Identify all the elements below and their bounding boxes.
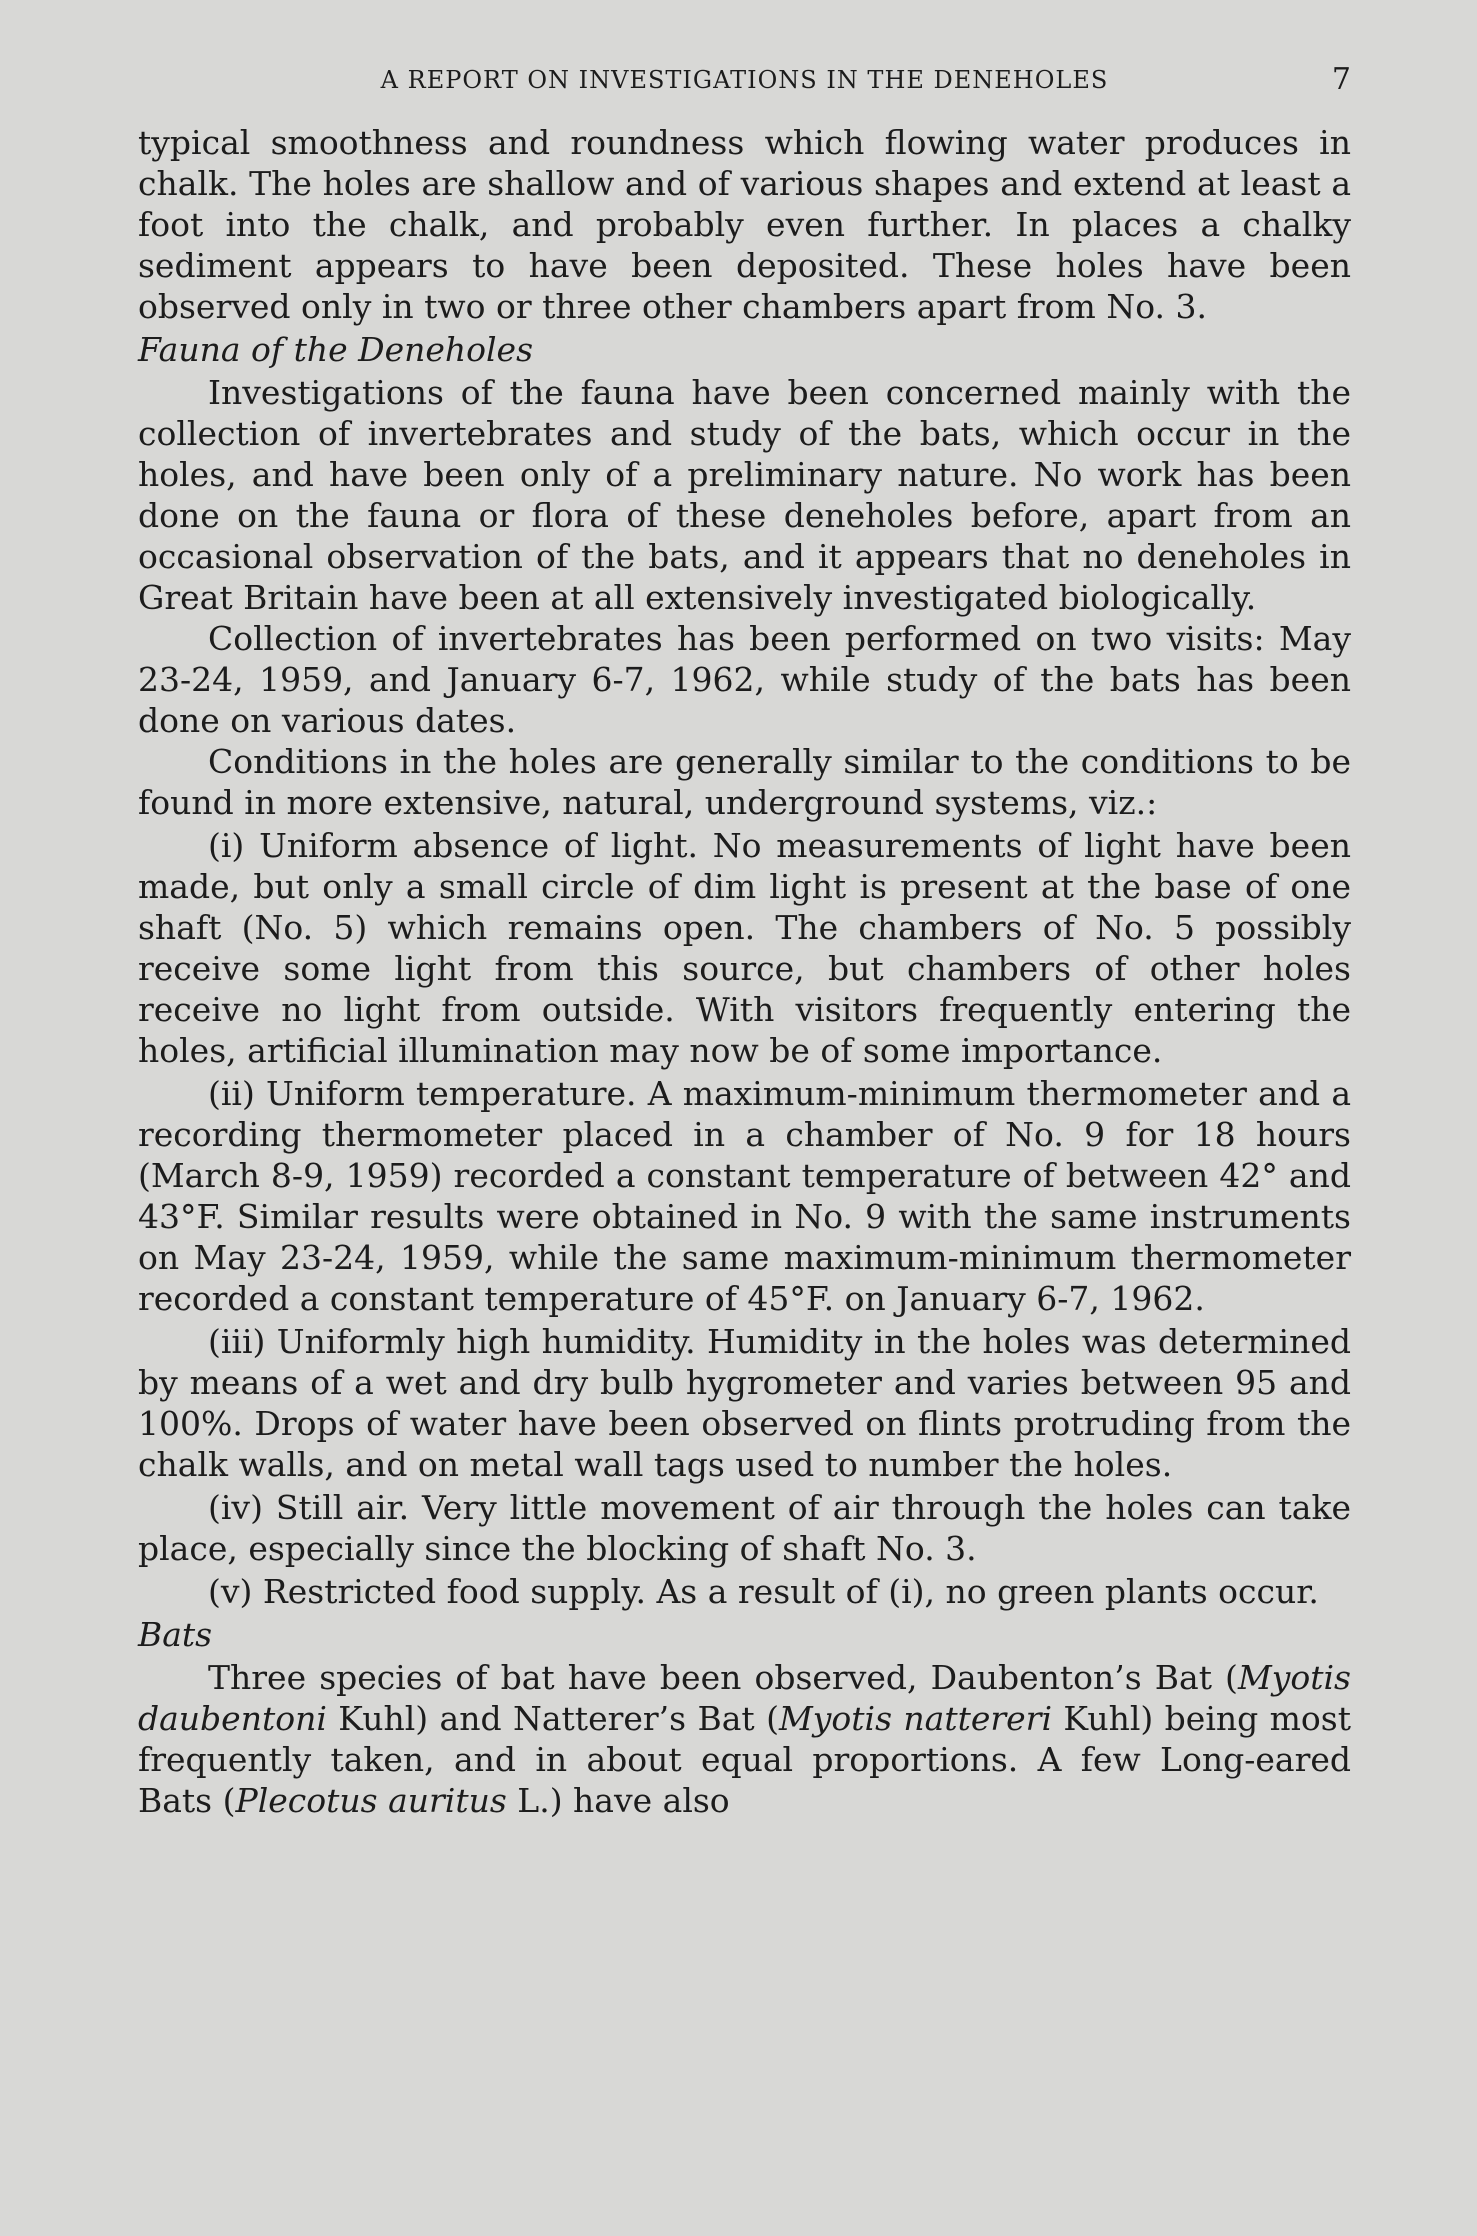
- section-heading-bats: Bats: [138, 1615, 213, 1654]
- species-myotis-nattereri: Myotis nattereri: [778, 1699, 1053, 1738]
- condition-item-v: (v) Restricted food supply. As a result of (i), no green plants occur.: [208, 1572, 1319, 1611]
- species-plecotus-auritus: Plecotus auritus: [235, 1781, 507, 1820]
- running-title: A REPORT ON INVESTIGATIONS IN THE DENEHOLES: [380, 66, 1109, 94]
- bats-text-d: L.) have also: [506, 1781, 730, 1820]
- section-heading-fauna: Fauna of the Deneholes: [138, 330, 534, 369]
- bats-text-c: Kuhl) being most frequently taken, and in about equal proportions. A few Long-eared Bats (: [138, 1699, 1351, 1820]
- intro-paragraph: typical smoothness and roundness which flowing water produces in chalk. The holes are shallow and of various shapes and extend at least a foot into the chalk, and probably even further. In places a chalky sediment appears to have been deposited. These holes have been observed only in two or three other chambers apart from No. 3.: [138, 123, 1351, 326]
- condition-item-ii: (ii) Uniform temperature. A maximum-minimum thermometer and a recording thermometer placed in a chamber of No. 9 for 18 hours (March 8-9, 1959) recorded a constant temperature of between 42° and 43°F. Similar results were obtained in No. 9 with the same instruments on May 23-24, 1959, while the same maximum-minimum thermometer recorded a constant temperature of 45°F. on January 6-7, 1962.: [138, 1074, 1351, 1318]
- fauna-paragraph-3: Conditions in the holes are generally similar to the conditions to be found in more extensive, natural, underground systems, viz.:: [138, 742, 1351, 822]
- condition-item-iii: (iii) Uniformly high humidity. Humidity in the holes was determined by means of a wet and dry bulb hygrometer and varies between 95 and 100%. Drops of water have been observed on flints protruding from the chalk walls, and on metal wall tags used to number the holes.: [138, 1322, 1351, 1484]
- fauna-paragraph-1: Investigations of the fauna have been concerned mainly with the collection of invertebrates and study of the bats, which occur in the holes, and have been only of a preliminary nature. No work has been done on the fauna or flora of these deneholes before, apart from an occasional observation of the bats, and it appears that no deneholes in Great Britain have been at all extensively investigated biologically.: [138, 373, 1351, 617]
- page-body: [138, 122, 1351, 1821]
- bats-paragraph-1: [138, 1657, 1351, 1821]
- fauna-paragraph-2: Collection of invertebrates has been performed on two visits: May 23-24, 1959, and January 6-7, 1962, while study of the bats has been done on various dates.: [138, 619, 1351, 740]
- species-myotis-daubentoni: Myotis daubentoni: [138, 1658, 1351, 1738]
- bats-text-b: Kuhl) and Natterer’s Bat (: [326, 1699, 779, 1738]
- running-header: [138, 62, 1351, 122]
- page-number: 7: [1331, 62, 1351, 97]
- condition-item-iv: (iv) Still air. Very little movement of air through the holes can take place, especially since the blocking of shaft No. 3.: [138, 1488, 1351, 1568]
- bats-text-a: Three species of bat have been observed, Daubenton’s Bat (: [208, 1658, 1238, 1697]
- condition-item-i: (i) Uniform absence of light. No measurements of light have been made, but only a small circle of dim light is present at the base of one shaft (No. 5) which remains open. The chambers of No. 5 possibly receive some light from this source, but chambers of other holes receive no light from outside. With visitors frequently entering the holes, artificial illumination may now be of some importance.: [138, 826, 1351, 1070]
